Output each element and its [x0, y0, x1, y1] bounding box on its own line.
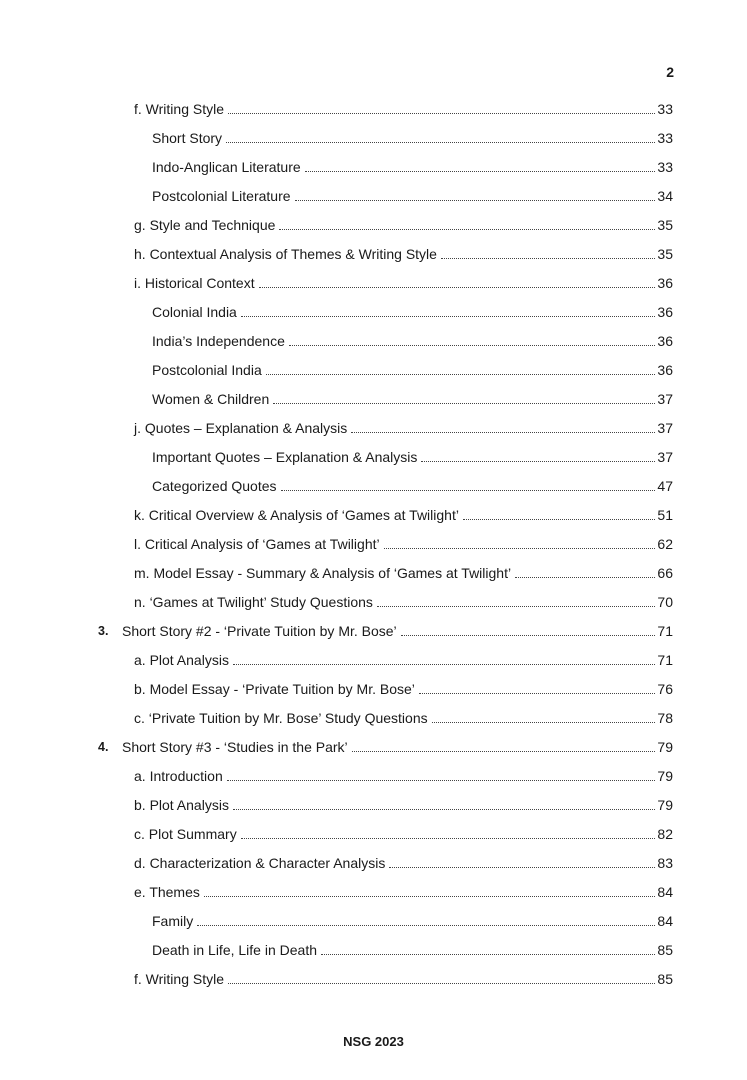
toc-entry-label: l. Critical Analysis of ‘Games at Twilight’ — [134, 535, 380, 552]
toc-entry-label: a. Introduction — [134, 767, 223, 784]
dot-leader — [321, 954, 655, 955]
toc-entry[interactable] — [0, 848, 673, 877]
toc-entry-page: 79 — [657, 738, 673, 755]
toc-entry[interactable] — [0, 210, 673, 239]
toc-entry[interactable] — [0, 384, 673, 413]
dot-leader — [233, 664, 655, 665]
toc-entry[interactable] — [0, 906, 673, 935]
toc-entry-label: Categorized Quotes — [152, 477, 277, 494]
toc-entry-page: 33 — [657, 129, 673, 146]
page-number: 2 — [666, 64, 674, 80]
toc-entry[interactable] — [0, 471, 673, 500]
dot-leader — [305, 171, 655, 172]
toc-entry-label: Short Story #3 - ‘Studies in the Park’ — [122, 738, 348, 755]
dot-leader — [279, 229, 655, 230]
toc-entry-label: c. ‘Private Tuition by Mr. Bose’ Study Questions — [134, 709, 428, 726]
toc-entry-page: 71 — [657, 622, 673, 639]
toc-entry-label: Colonial India — [152, 303, 237, 320]
dot-leader — [204, 896, 655, 897]
dot-leader — [289, 345, 655, 346]
dot-leader — [281, 490, 655, 491]
toc-entry-number: 3. — [98, 623, 109, 638]
toc-entry-label: Family — [152, 912, 194, 929]
dot-leader — [401, 635, 655, 636]
toc-entry-label: Postcolonial India — [152, 361, 262, 378]
toc-entry[interactable] — [0, 326, 673, 355]
toc-entry[interactable] — [0, 790, 673, 819]
toc-entry-label: h. Contextual Analysis of Themes & Writing Style — [134, 245, 437, 262]
toc-entry-label: e. Themes — [134, 883, 200, 900]
toc-entry[interactable] — [0, 500, 673, 529]
dot-leader — [228, 113, 655, 114]
toc-entry[interactable] — [0, 239, 673, 268]
toc-entry-page: 62 — [657, 535, 673, 552]
toc-entry-page: 37 — [657, 419, 673, 436]
dot-leader — [421, 461, 655, 462]
toc-entry-page: 37 — [657, 448, 673, 465]
toc-entry-label: f. Writing Style — [134, 100, 224, 117]
toc-entry[interactable] — [0, 645, 673, 674]
toc-entry[interactable] — [0, 703, 673, 732]
toc-entry-label: Important Quotes – Explanation & Analysis — [152, 448, 418, 465]
toc-entry-page: 36 — [657, 303, 673, 320]
toc-entry-page: 33 — [657, 158, 673, 175]
dot-leader — [241, 838, 655, 839]
toc-entry-label: j. Quotes – Explanation & Analysis — [134, 419, 348, 436]
toc-entry-page: 36 — [657, 274, 673, 291]
toc-entry-label: a. Plot Analysis — [134, 651, 229, 668]
dot-leader — [515, 577, 655, 578]
dot-leader — [419, 693, 655, 694]
toc-entry[interactable] — [0, 152, 673, 181]
toc-entry-label: b. Plot Analysis — [134, 796, 229, 813]
toc-entry-page: 79 — [657, 796, 673, 813]
toc-entry[interactable] — [0, 558, 673, 587]
toc-entry-label: g. Style and Technique — [134, 216, 276, 233]
toc-entry[interactable] — [0, 587, 673, 616]
toc-entry[interactable] — [0, 964, 673, 993]
toc-entry[interactable] — [0, 181, 673, 210]
toc-entry[interactable] — [0, 732, 673, 761]
toc-entry[interactable] — [0, 935, 673, 964]
dot-leader — [228, 983, 655, 984]
toc-entry-page: 70 — [657, 593, 673, 610]
dot-leader — [259, 287, 655, 288]
dot-leader — [266, 374, 655, 375]
toc-entry-label: Death in Life, Life in Death — [152, 941, 317, 958]
dot-leader — [377, 606, 655, 607]
toc-entry-page: 83 — [657, 854, 673, 871]
toc-entry-label: Short Story — [152, 129, 223, 146]
toc-entry-page: 71 — [657, 651, 673, 668]
toc-entry-page: 51 — [657, 506, 673, 523]
dot-leader — [226, 142, 655, 143]
toc-entry-label: India’s Independence — [152, 332, 285, 349]
toc-entry-page: 33 — [657, 100, 673, 117]
toc-entry-page: 85 — [657, 941, 673, 958]
toc-entry-label: Postcolonial Literature — [152, 187, 291, 204]
toc-entry-label: k. Critical Overview & Analysis of ‘Games at Twilight’ — [134, 506, 459, 523]
dot-leader — [463, 519, 655, 520]
dot-leader — [352, 751, 655, 752]
toc-entry-page: 85 — [657, 970, 673, 987]
toc-entry-page: 84 — [657, 883, 673, 900]
toc-entry-label: Short Story #2 - ‘Private Tuition by Mr. Bose’ — [122, 622, 397, 639]
toc-entry-label: f. Writing Style — [134, 970, 224, 987]
dot-leader — [389, 867, 655, 868]
toc-entry-page: 66 — [657, 564, 673, 581]
toc-entry[interactable] — [0, 123, 673, 152]
dot-leader — [432, 722, 655, 723]
toc-entry[interactable] — [0, 819, 673, 848]
toc-entry[interactable] — [0, 94, 673, 123]
toc-entry[interactable] — [0, 616, 673, 645]
toc-entry[interactable] — [0, 355, 673, 384]
toc-entry[interactable] — [0, 268, 673, 297]
toc-entry-page: 34 — [657, 187, 673, 204]
toc-entry-label: c. Plot Summary — [134, 825, 237, 842]
toc-entry-page: 82 — [657, 825, 673, 842]
toc-entry-page: 47 — [657, 477, 673, 494]
toc-entry-page: 35 — [657, 216, 673, 233]
toc-entry-number: 4. — [98, 739, 109, 754]
toc-entry-page: 78 — [657, 709, 673, 726]
page-footer: NSG 2023 — [343, 1034, 404, 1049]
toc-entry-page: 79 — [657, 767, 673, 784]
toc-entry[interactable] — [0, 674, 673, 703]
toc-entry-page: 37 — [657, 390, 673, 407]
toc-entry-page: 76 — [657, 680, 673, 697]
toc-entry-label: d. Characterization & Character Analysis — [134, 854, 386, 871]
toc-entry[interactable] — [0, 442, 673, 471]
toc-entry-label: n. ‘Games at Twilight’ Study Questions — [134, 593, 373, 610]
dot-leader — [441, 258, 655, 259]
toc-entry-label: b. Model Essay - ‘Private Tuition by Mr. Bose’ — [134, 680, 415, 697]
toc-entry[interactable] — [0, 413, 673, 442]
toc-entry-page: 36 — [657, 361, 673, 378]
dot-leader — [197, 925, 655, 926]
toc-entry-page: 84 — [657, 912, 673, 929]
toc-entry[interactable] — [0, 297, 673, 326]
dot-leader — [295, 200, 655, 201]
dot-leader — [233, 809, 655, 810]
toc-entry[interactable] — [0, 529, 673, 558]
toc-entry-label: Women & Children — [152, 390, 270, 407]
toc-entry[interactable] — [0, 877, 673, 906]
toc-entry-label: Indo-Anglican Literature — [152, 158, 301, 175]
toc-entry-page: 35 — [657, 245, 673, 262]
toc-entry-page: 36 — [657, 332, 673, 349]
dot-leader — [241, 316, 655, 317]
toc-entry-label: i. Historical Context — [134, 274, 255, 291]
toc-entry[interactable] — [0, 761, 673, 790]
toc-entry-label: m. Model Essay - Summary & Analysis of ‘Games at Twilight’ — [134, 564, 512, 581]
dot-leader — [227, 780, 655, 781]
dot-leader — [273, 403, 655, 404]
dot-leader — [384, 548, 655, 549]
dot-leader — [351, 432, 655, 433]
